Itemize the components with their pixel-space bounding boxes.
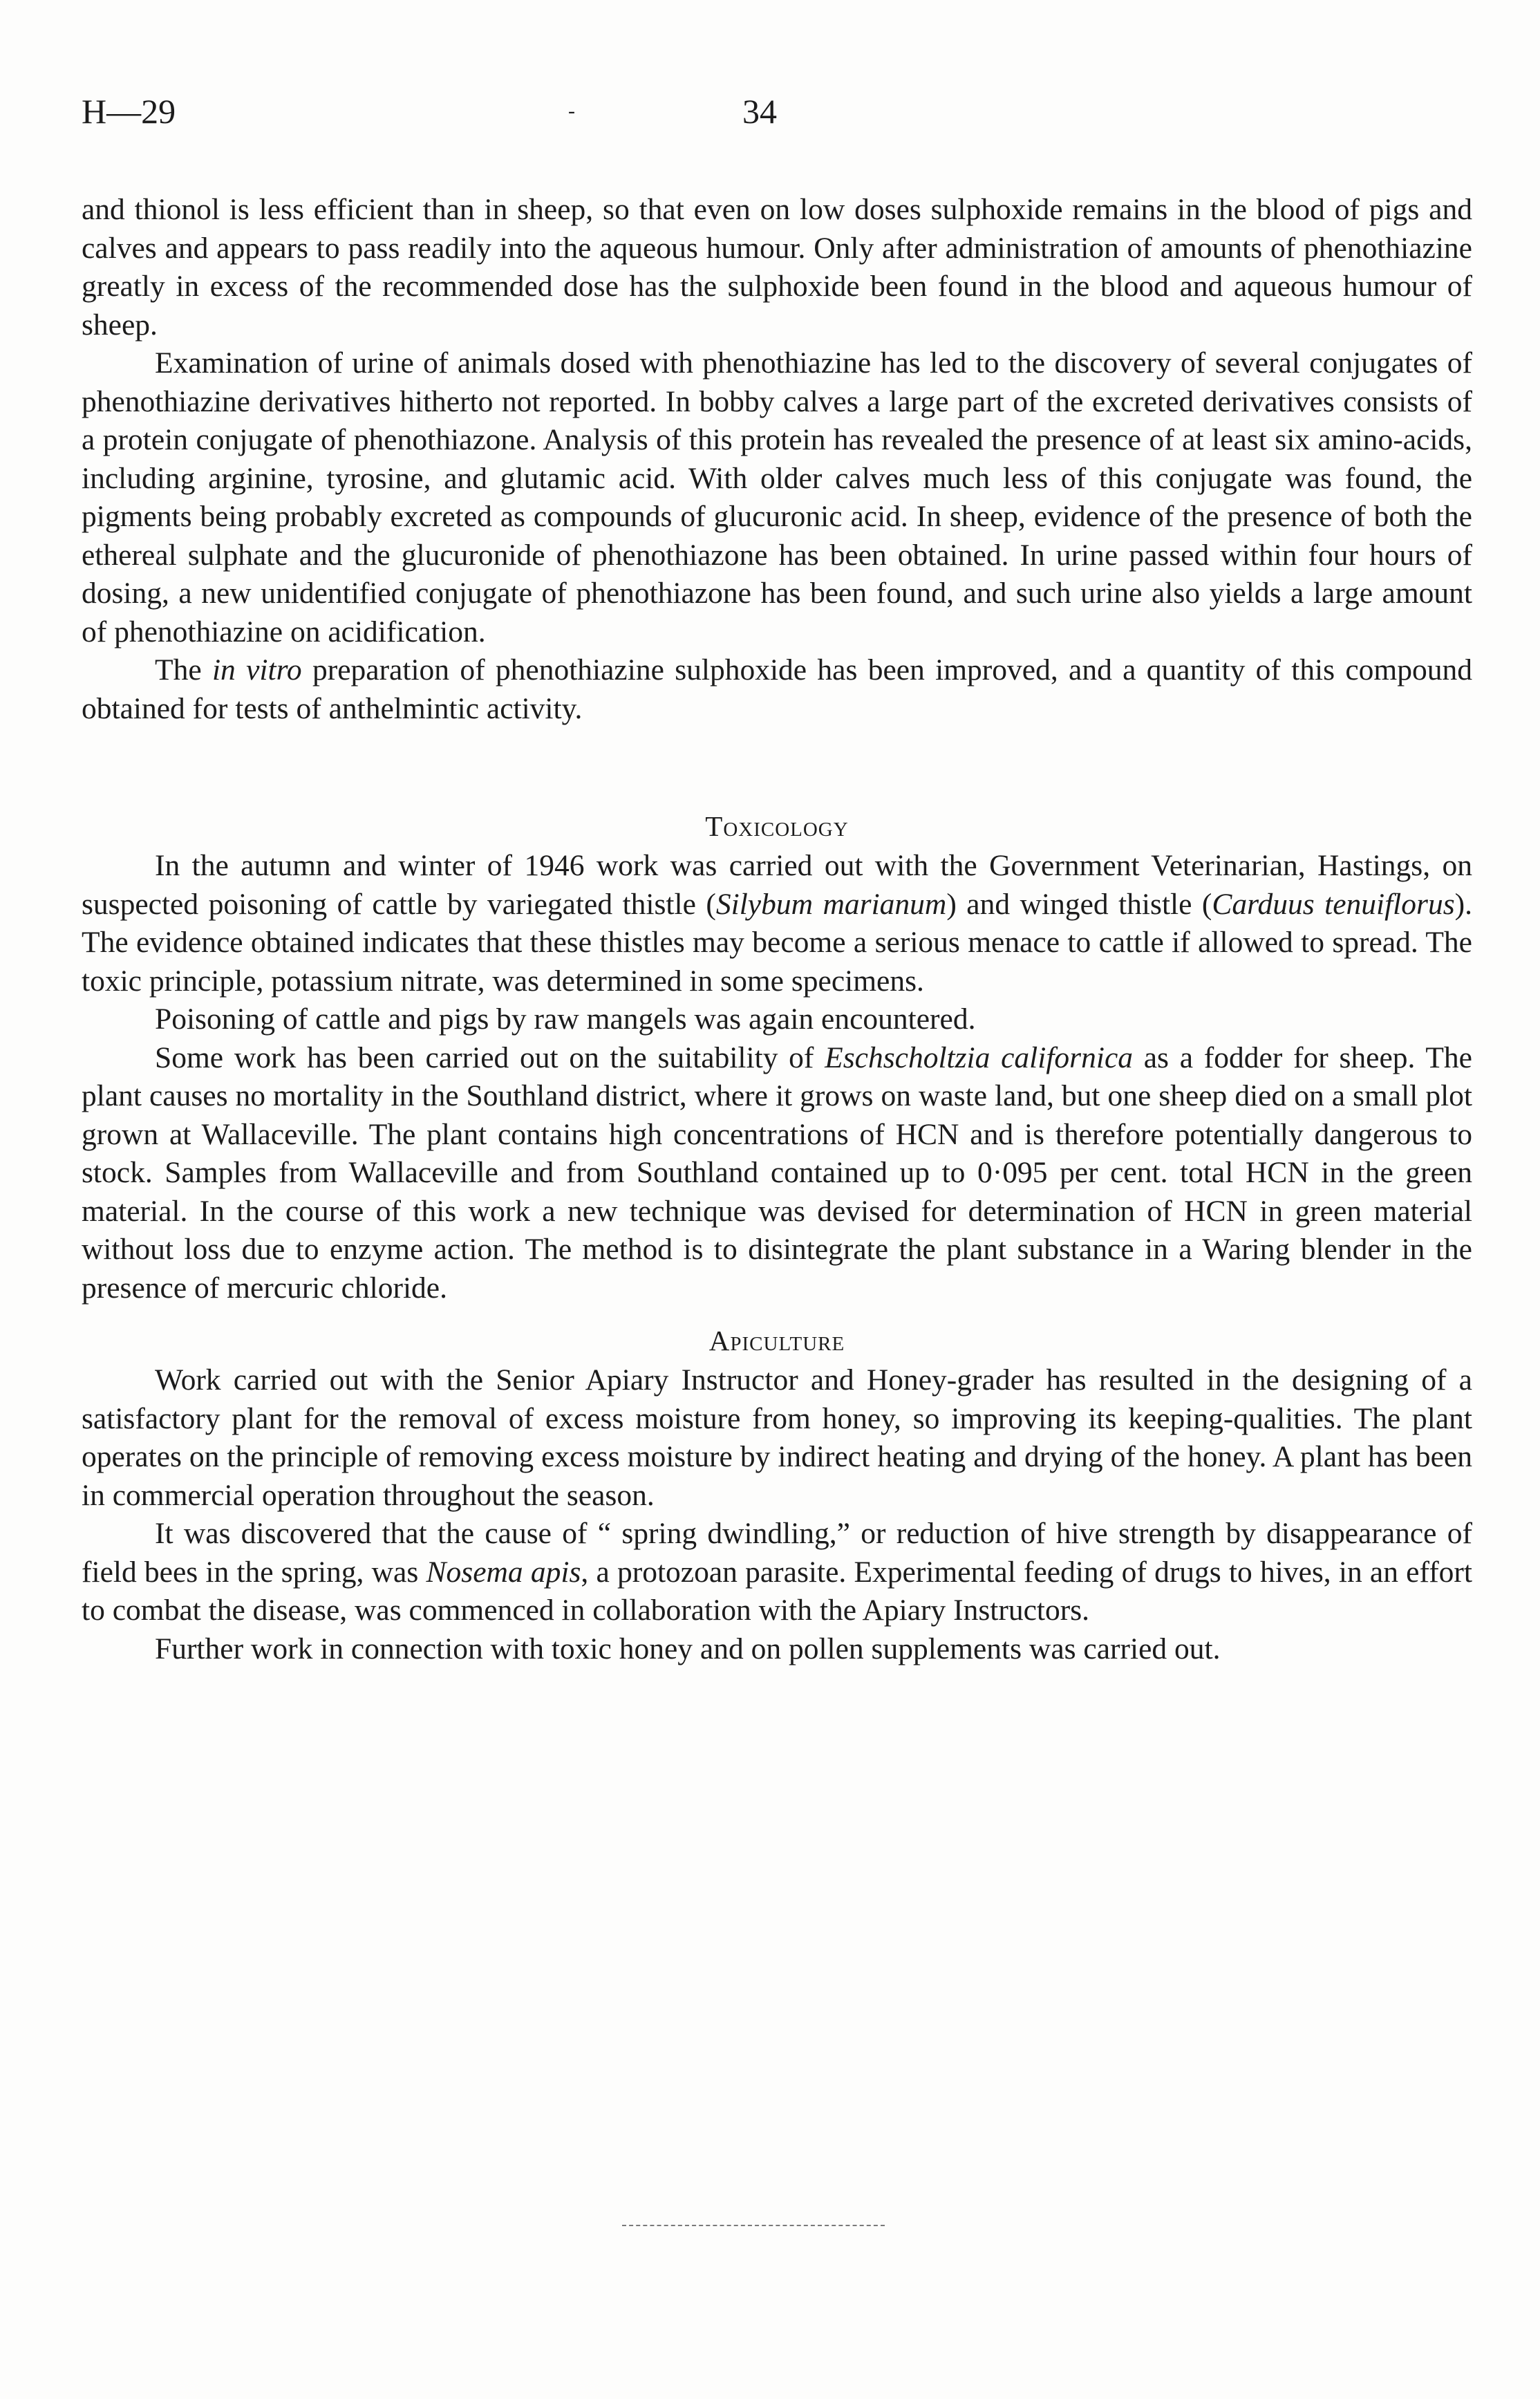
paragraph: Poisoning of cattle and pigs by raw mangels was again encountered. bbox=[155, 1002, 976, 1036]
section-heading-apiculture: Apiculture bbox=[708, 1325, 845, 1356]
species-name: Silybum marianum bbox=[715, 887, 947, 921]
paragraph: and thionol is less efficient than in sheep, so that even on low doses sulphoxide remains in the blood of pigs and calves and appears to pass readily into the aqueous humour. Only after administration of amounts of phenothiazine greatly in excess of the recommended dose has the sulphoxide been found in the blood and aqueous humour of sheep. bbox=[82, 193, 1472, 342]
page-header bbox=[82, 91, 1471, 140]
paragraph: It was discovered that the cause of “ spring dwindling,” or reduction of hive strength by disappearance of field bees in the spring, was Nosema apis, a protozoan parasite. Experimental feeding of drugs to hives, in an effort to combat the disease, was commenced in collaboration with the Apiary Instructors. bbox=[82, 1517, 1472, 1627]
end-rule bbox=[622, 2225, 885, 2226]
paragraph: The in vitro preparation of phenothiazine sulphoxide has been improved, and a quantity of this compound obtained for tests of anthelmintic activity. bbox=[82, 653, 1472, 725]
header-mark: - bbox=[568, 100, 575, 122]
species-name: Eschscholtzia californica bbox=[825, 1040, 1134, 1074]
paragraph: Work carried out with the Senior Apiary Instructor and Honey-grader has resulted in the designing of a satisfactory plant for the removal of excess moisture from honey, so improving its keeping-qualities. The plant operates on the principle of removing excess moisture by indirect heating and drying of the honey. A plant has been in commercial operation throughout the season. bbox=[82, 1363, 1472, 1512]
paragraph: Some work has been carried out on the suitability of Eschscholtzia californica as a fodder for sheep. The plant causes no mortality in the Southland district, where it grows on waste land, but one sheep died on a small plot grown at Wallaceville. The plant contains high concentrations of HCN and is therefore potentially dangerous to stock. Samples from Wallaceville and from Southland contained up to 0·095 per cent. total HCN in the green material. In the course of this work a new technique was devised for determination of HCN in green material without loss due to enzyme action. The method is to disintegrate the plant substance in a Waring blender in the presence of mercuric chloride. bbox=[82, 1040, 1472, 1305]
paragraph: Further work in connection with toxic honey and on pollen supplements was carried out. bbox=[155, 1632, 1221, 1665]
body-text bbox=[82, 191, 1472, 1668]
species-name: Nosema apis bbox=[426, 1555, 581, 1589]
page-number: 34 bbox=[742, 92, 777, 131]
section-heading-toxicology: Toxicology bbox=[705, 810, 849, 842]
paragraph: Examination of urine of animals dosed with phenothiazine has led to the discovery of several conjugates of phenothiazine derivatives hitherto not reported. In bobby calves a large part of the excreted derivatives consists of a protein conjugate of phenothiazone. Analysis of this protein has revealed the presence of at least six amino-acids, including arginine, tyrosine, and glutamic acid. With older calves much less of this conjugate was found, the pigments being probably excreted as compounds of glucuronic acid. In sheep, evidence of the presence of both the ethereal sulphate and the glucuronide of phenothiazone has been obtained. In urine passed within four hours of dosing, a new unidentified conjugate of phenothiazone has been found, and such urine also yields a large amount of phenothiazine on acidification. bbox=[82, 346, 1472, 648]
species-name: Carduus tenuiflorus bbox=[1212, 887, 1455, 921]
italic-term: in vitro bbox=[212, 653, 302, 687]
paragraph: In the autumn and winter of 1946 work was carried out with the Government Veterinarian, Hastings, on suspected poisoning of cattle by variegated thistle (Silybum marianum) and winged thistle (Carduus tenuiflorus). The evidence obtained indicates that these thistles may become a serious menace to cattle if allowed to spread. The toxic principle, potassium nitrate, was determined in some specimens. bbox=[82, 849, 1472, 998]
document-reference: H—29 bbox=[82, 92, 176, 131]
